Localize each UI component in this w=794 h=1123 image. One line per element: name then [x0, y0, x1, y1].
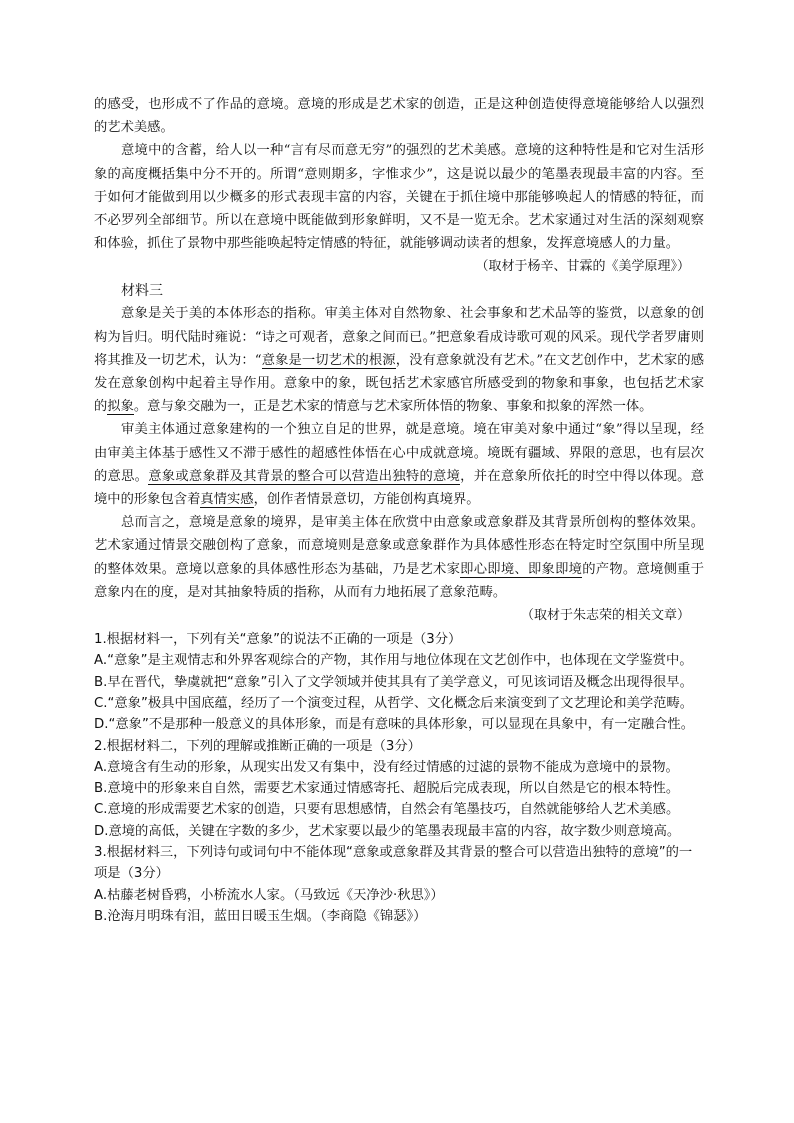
- material3-source: （取材于朱志荣的相关文章）: [520, 608, 690, 624]
- material2-para1-tail: 的感受，也形成不了作品的意境。意境的形成是艺术家的创造，正是这种创造使得意境能够给人以强烈的艺术美感。: [94, 97, 704, 136]
- question-1-option-d[interactable]: D.“意象”不是那种一般意义的具体形象，而是有意味的具体形象，可以显现在具象中，有一定融合性。: [94, 717, 695, 733]
- question-3-option-b[interactable]: B.沧海月明珠有泪，蓝田日暖玉生烟。（李商隐《锦瑟》）: [94, 908, 427, 924]
- material3-p3-text-a: 总而言之，意境是意象的境界，是审美主体在欣赏中由意象或意象群及其背景所创构的整体效果。艺术家通过情景交融创构了意象，而意境则是意象或意象群作为具体感性形态在特定时空氛围中所呈现的整体效果。意境以意象的具体感性形态为基础，乃是艺术家: [94, 515, 704, 577]
- material3-p1-underline-2: 拟象: [107, 399, 134, 415]
- material3-p2-underline: 意象或意象群及其背景的整合可以营造出独特的意境: [148, 468, 461, 484]
- question-3-stem: 3.根据材料三，下列诗句或词句中不能体现“意象或意象群及其背景的整合可以营造出独特的意境”的一项是（3分）: [94, 845, 693, 882]
- material3-p2-underline-2: 真情实感: [200, 492, 254, 508]
- material3-p1-text-a: 意象是关于美的本体形态的指称。审美主体对自然物象、社会事象和艺术品等的鉴赏，以意象的创构为旨归。明代陆时雍说：“诗之可观者，意象之间而已。”把意象看成诗歌可观的风采。现代学者罗庸则将其推及一切艺术，认为：“: [94, 306, 704, 368]
- material2-para2: 意境中的含蓄，给人以一种“言有尽而意无穷”的强烈的艺术美感。意境的这种特性是和它对生活形象的高度概括集中分不开的。所谓“意则期多，字惟求少”，这是说以最少的笔墨表现最丰富的内容。至于如何才能做到用以少概多的形式表现丰富的内容，关键在于抓住境中那能够唤起人的情感的特征，而不必罗列全部细节。所以在意境中既能做到形象鲜明，又不是一览无余。艺术家通过对生活的深刻观察和体验，抓住了景物中那些能唤起特定情感的特征，就能够调动读者的想象，发挥意境感人的力量。: [94, 143, 704, 252]
- material3-heading: 材料三: [121, 283, 163, 300]
- question-1-option-b[interactable]: B.早在晋代，挚虞就把“意象”引入了文学领域并使其具有了美学意义，可见该词语及概念出现得很早。: [94, 674, 693, 690]
- material3-p2-text-b: ，并在意象所依托的时空中得以体现。意境中的形象包含着: [94, 468, 705, 508]
- question-2-option-d[interactable]: D.意境的高低，关键在字数的多少，艺术家要以最少的笔墨表现最丰富的内容，故字数少则意境高。: [94, 823, 681, 839]
- material3-p1-underline: 意象是一切艺术的根源: [261, 352, 396, 368]
- question-1-option-a[interactable]: A.“意象”是主观情志和外界客观综合的产物，其作用与地位体现在文艺创作中，也体现在文学鉴赏中。: [94, 653, 693, 669]
- question-1-stem: 1.根据材料一，下列有关“意象”的说法不正确的一项是（3分）: [94, 632, 462, 648]
- material3-para2: [94, 418, 704, 511]
- material3-p2-text-c: ，创作者情景意切，方能创构真境界。: [253, 492, 480, 508]
- material3-p1-text-b: ，没有意象就没有艺术。”在文艺创作中，艺术家的感发在意象创构中起着主导作用。意象中的象，既包括艺术家感官所感受到的物象和事象，也包括艺术家的: [94, 352, 704, 415]
- question-2-option-b[interactable]: B.意境中的形象来自自然，需要艺术家通过情感寄托、超脱后完成表现，所以自然是它的根本特性。: [94, 781, 680, 797]
- question-2-stem: 2.根据材料二，下列的理解或推断正确的一项是（3分）: [94, 738, 421, 754]
- material3-p2-text-a: 审美主体通过意象建构的一个独立自足的世界，就是意境。境在审美对象中通过“象”得以呈现，经由审美主体基于感性又不滞于感性的超感性体悟在心中成就意境。境既有疆域、界限的意思，也有层次的意思。: [94, 422, 704, 484]
- material3-p1-text-c: 。意与象交融为一，正是艺术家的情意与艺术家所体悟的物象、事象和拟象的浑然一体。: [133, 399, 653, 415]
- material3-p3-underline: 即心即境、即象即境: [460, 561, 583, 577]
- question-1-option-c[interactable]: C.“意象”极具中国底蕴，经历了一个演变过程，从哲学、文化概念后来演变到了文艺理论和美学范畴。: [94, 695, 694, 711]
- material3-para1: [94, 302, 704, 418]
- page-content: [94, 93, 704, 927]
- question-2-option-a[interactable]: A.意境含有生动的形象，从现实出发又有集中，没有经过情感的过滤的景物不能成为意境中的景物。: [94, 759, 679, 775]
- material3-p3-text-b: 的产物。意境侧重于意象内在的度，是对其抽象特质的指称，从而有力地拓展了意象范畴。: [94, 561, 705, 600]
- question-3-option-a[interactable]: A.枯藤老树昏鸦，小桥流水人家。（马致远《天净沙·秋思》）: [94, 887, 444, 903]
- material2-source: （取材于杨辛、甘霖的《美学原理》）: [475, 259, 690, 275]
- material3-para3: [94, 511, 704, 604]
- question-2-option-c[interactable]: C.意境的形成需要艺术家的创造，只要有思想感情，自然会有笔墨技巧，自然就能够给人艺术美感。: [94, 802, 680, 818]
